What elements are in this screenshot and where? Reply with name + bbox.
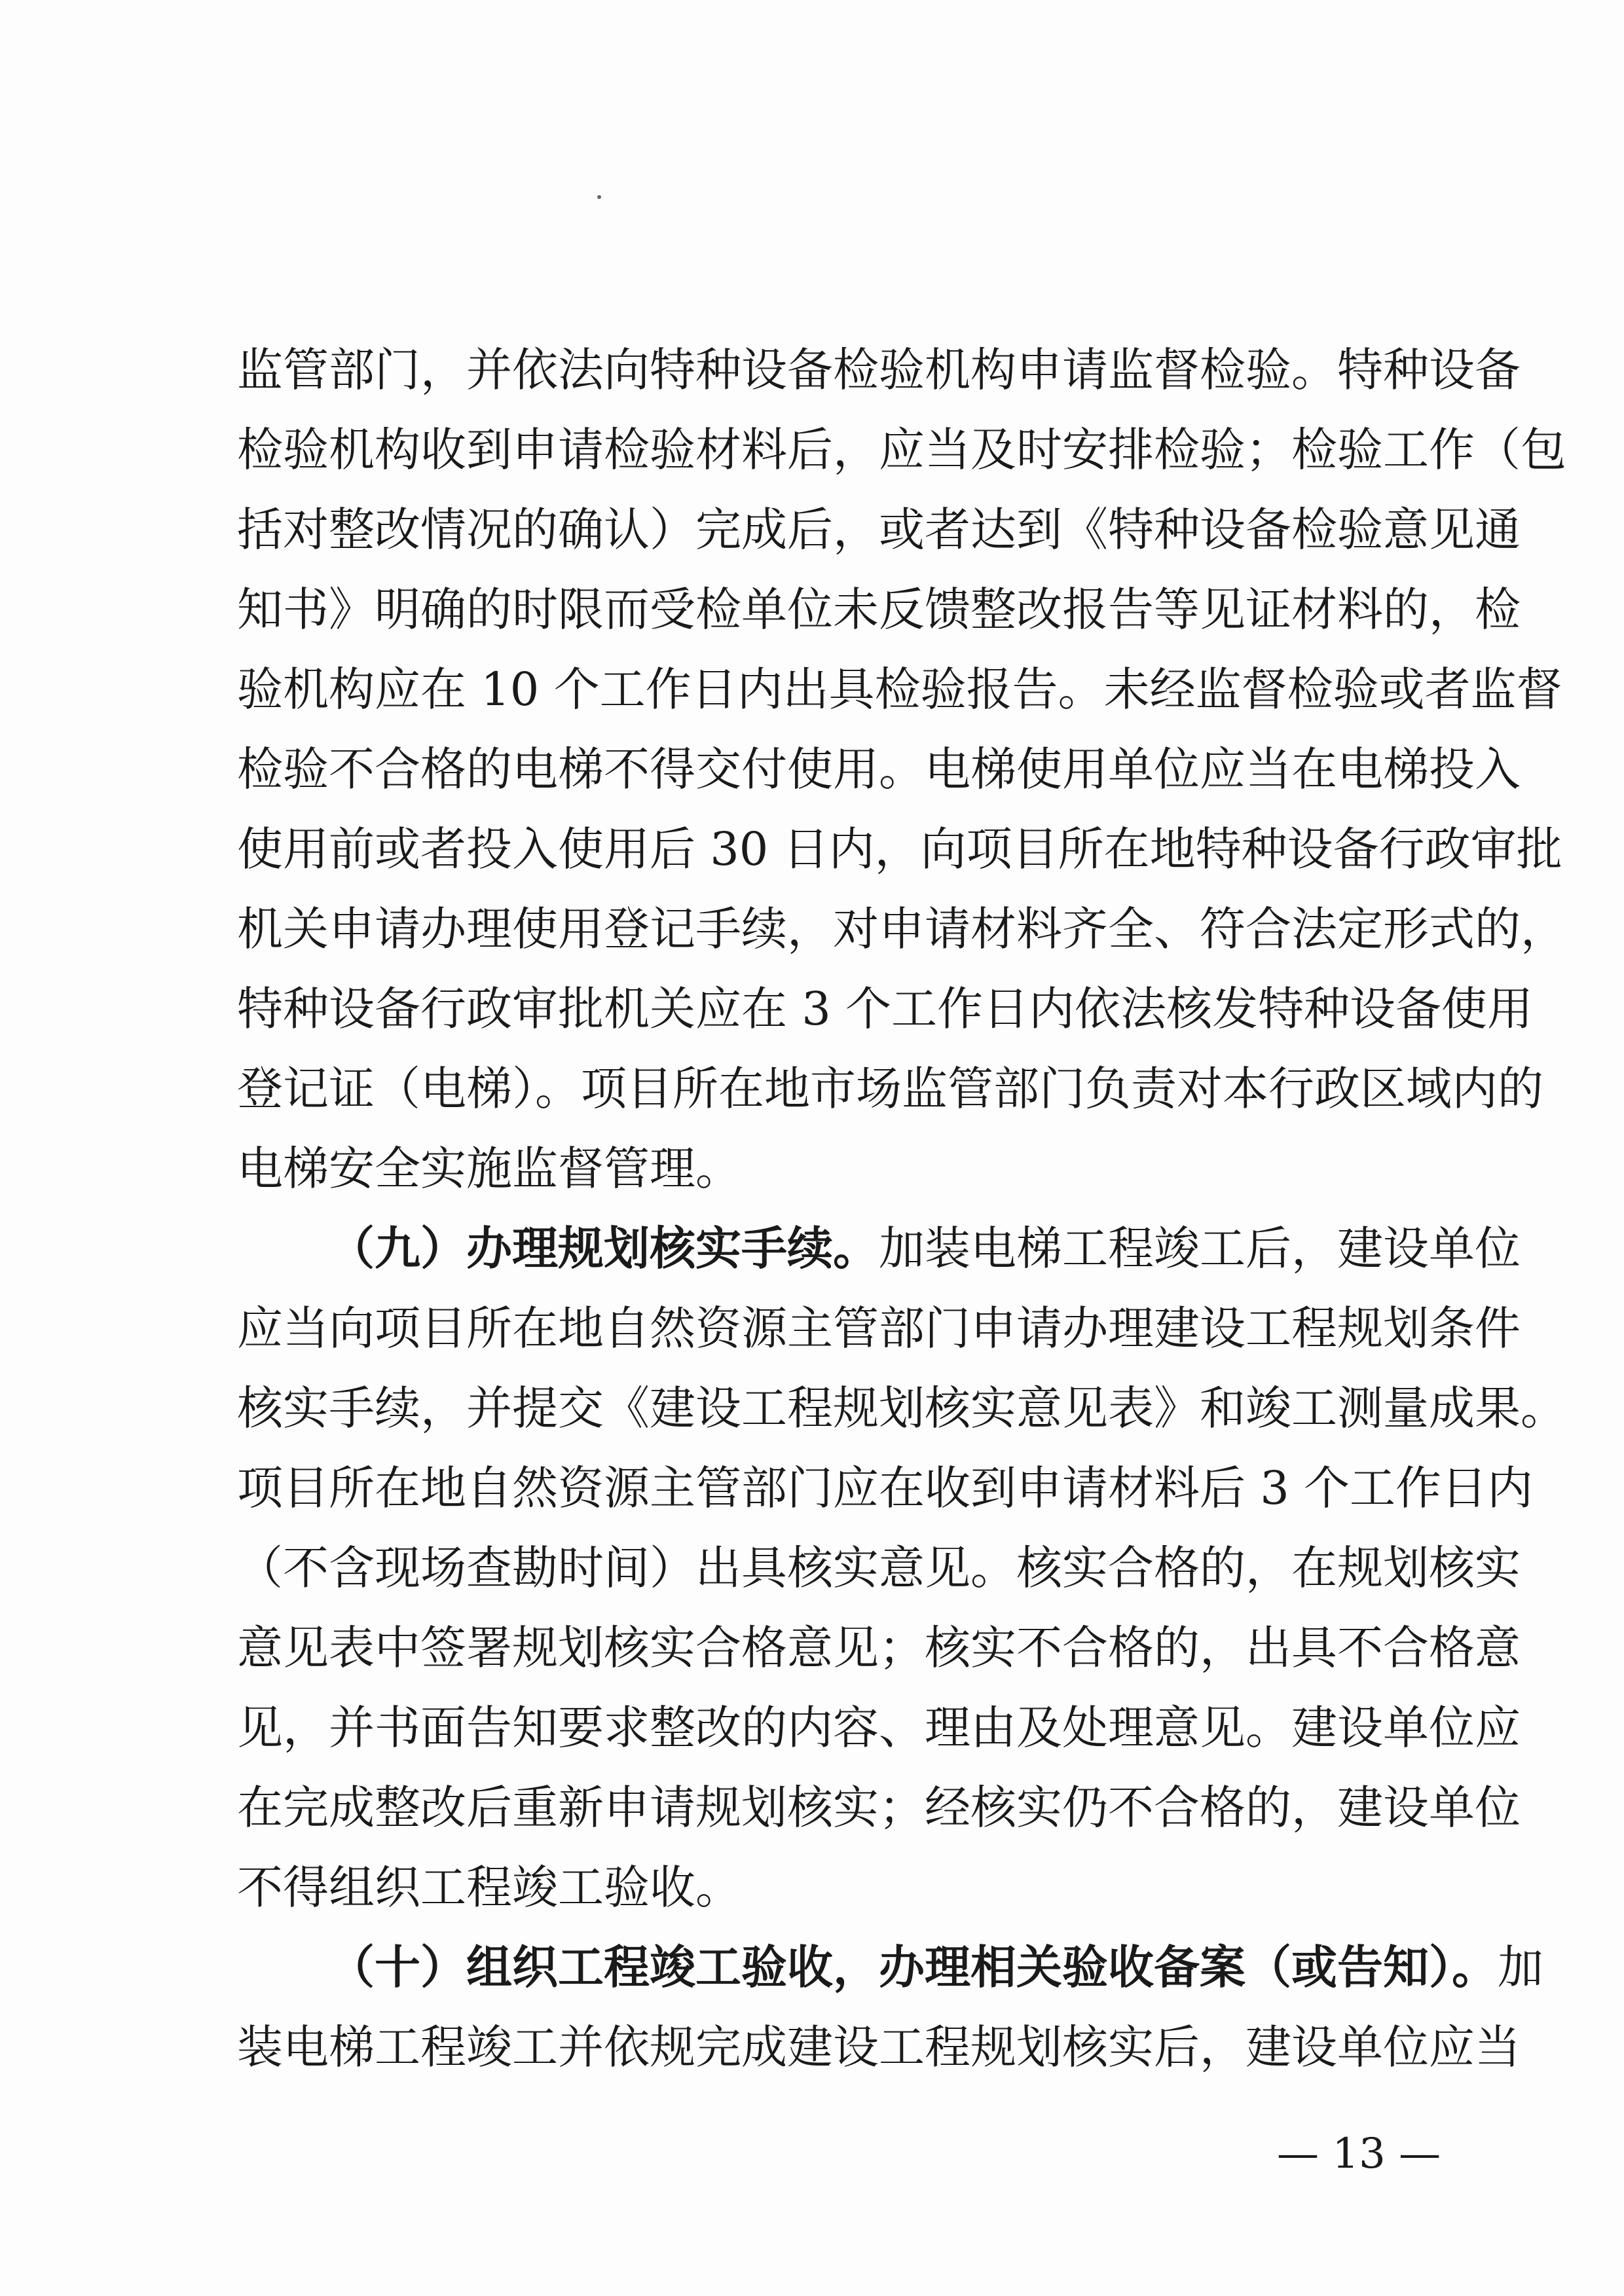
body-line: 装电梯工程竣工并依规完成建设工程规划核实后，建设单位应当: [237, 2020, 1521, 2074]
section-10-heading: （十）组织工程竣工验收，办理相关验收备案（或告知）。: [329, 1940, 1498, 1994]
body-line: 知书》明确的时限而受检单位未反馈整改报告等见证材料的，检: [237, 583, 1521, 636]
body-line: 验机构应在 10 个工作日内出具检验报告。未经监督检验或者监督: [237, 663, 1562, 716]
body-line: 电梯安全实施监督管理。: [237, 1142, 741, 1195]
body-line: 检验机构收到申请检验材料后，应当及时安排检验；检验工作（包: [237, 423, 1566, 477]
body-line: 登记证（电梯）。项目所在地市场监管部门负责对本行政区域内的: [237, 1062, 1543, 1116]
body-line: 机关申请办理使用登记手续，对申请材料齐全、符合法定形式的，: [237, 902, 1566, 956]
body-line: 特种设备行政审批机关应在 3 个工作日内依法核发特种设备使用: [237, 982, 1534, 1036]
scan-speck: [597, 195, 601, 199]
body-line: 在完成整改后重新申请规划核实；经核实仍不合格的，建设单位: [237, 1781, 1521, 1834]
body-line: 项目所在地自然资源主管部门应在收到申请材料后 3 个工作日内: [237, 1461, 1534, 1515]
body-line: 括对整改情况的确认）完成后，或者达到《特种设备检验意见通: [237, 503, 1521, 556]
body-line: 不得组织工程竣工验收。: [237, 1861, 741, 1914]
body-line: 见，并书面告知要求整改的内容、理由及处理意见。建设单位应: [237, 1701, 1521, 1755]
section-10-first-text: 加: [1498, 1941, 1543, 1994]
body-line: 监管部门，并依法向特种设备检验机构申请监督检验。特种设备: [237, 343, 1521, 397]
body-line: 检验不合格的电梯不得交付使用。电梯使用单位应当在电梯投入: [237, 742, 1521, 796]
body-line: 应当向项目所在地自然资源主管部门申请办理建设工程规划条件: [237, 1302, 1521, 1355]
section-9-heading: （九）办理规划核实手续。: [329, 1221, 879, 1275]
section-9-first-text: 加装电梯工程竣工后，建设单位: [879, 1222, 1521, 1275]
body-line: 使用前或者投入使用后 30 日内，向项目所在地特种设备行政审批: [237, 822, 1562, 876]
body-line: 核实手续，并提交《建设工程规划核实意见表》和竣工测量成果。: [237, 1381, 1566, 1435]
body-line: 意见表中签署规划核实合格意见；核实不合格的，出具不合格意: [237, 1621, 1521, 1675]
body-line: （不含现场查勘时间）出具核实意见。核实合格的，在规划核实: [237, 1541, 1521, 1595]
page-number: — 13 —: [1277, 2130, 1441, 2178]
